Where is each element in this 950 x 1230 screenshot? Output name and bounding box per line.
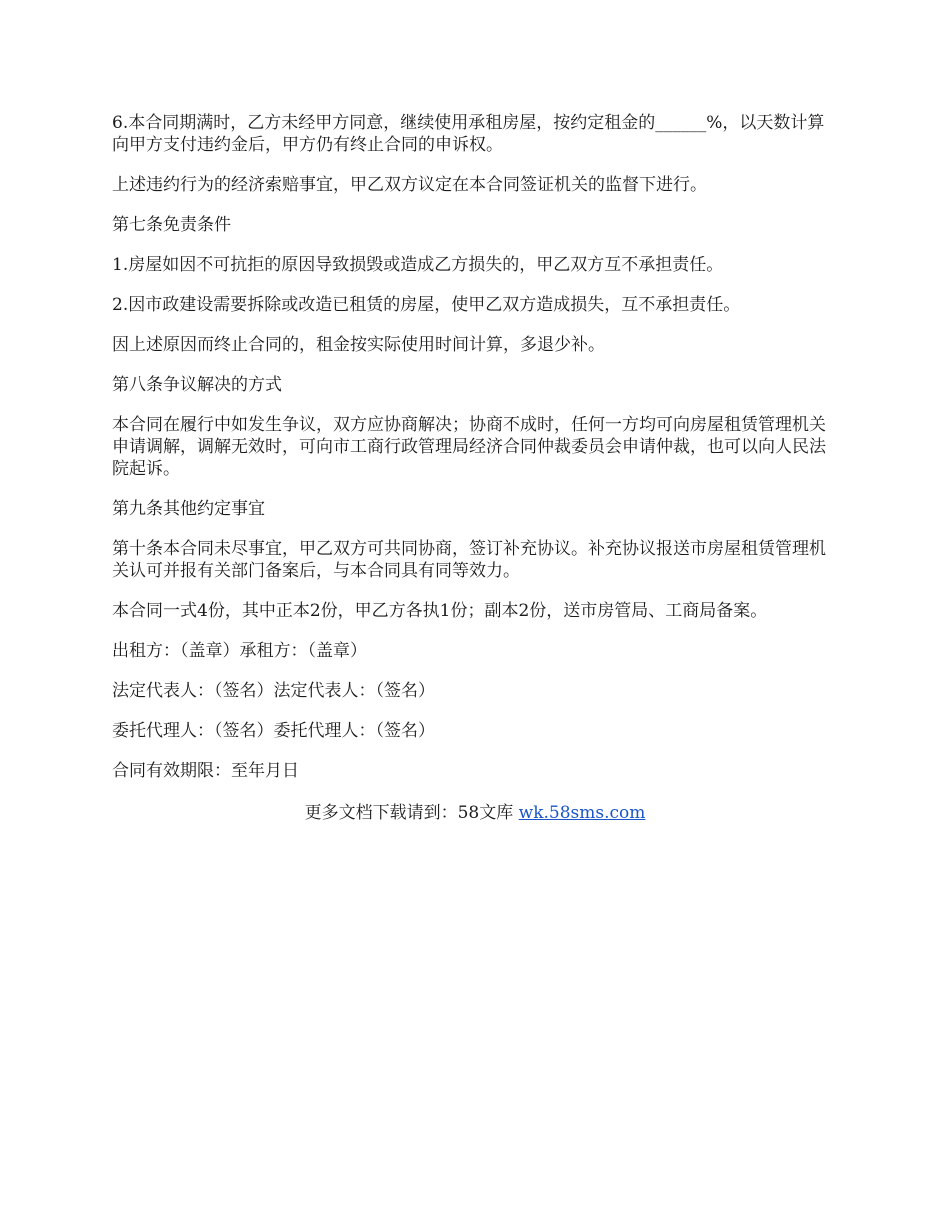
heading-article-9: 第九条其他约定事宜	[112, 499, 265, 519]
paragraph-dispute-resolution: 本合同在履行中如发生争议，双方应协商解决；协商不成时，任何一方均可向房屋租赁管理机关申请调解，调解无效时，可向市工商行政管理局经济合同仲裁委员会申请仲裁，也可以向人民法院起诉。	[112, 415, 826, 479]
paragraph-claims-supervision: 上述违约行为的经济索赔事宜，甲乙双方议定在本合同签证机关的监督下进行。	[112, 175, 707, 195]
paragraph-article-10: 第十条本合同未尽事宜，甲乙双方可共同协商，签订补充协议。补充协议报送市房屋租赁管理机关认可并报有关部门备案后，与本合同具有同等效力。	[112, 539, 826, 581]
paragraph-clause-6-overstay: 6.本合同期满时，乙方未经甲方同意，继续使用承租房屋，按约定租金的______%，以天数计算向甲方支付违约金后，甲方仍有终止合同的申诉权。	[112, 113, 825, 155]
signature-line-legal-rep: 法定代表人：（签名）法定代表人：（签名）	[112, 681, 435, 701]
contract-validity-line: 合同有效期限：至年月日	[112, 761, 299, 781]
paragraph-copies: 本合同一式4份，其中正本2份，甲乙方各执1份；副本2份，送市房管局、工商局备案。	[112, 601, 768, 621]
document-body	[112, 112, 840, 800]
paragraph-rent-settlement: 因上述原因而终止合同的，租金按实际使用时间计算，多退少补。	[112, 335, 605, 355]
download-footer	[0, 802, 950, 824]
footer-site-link[interactable]: wk.58sms.com	[518, 803, 646, 823]
signature-line-seal: 出租方：（盖章）承租方：（盖章）	[112, 641, 367, 661]
heading-article-8: 第八条争议解决的方式	[112, 375, 282, 395]
heading-article-7: 第七条免责条件	[112, 215, 231, 235]
paragraph-force-majeure: 1.房屋如因不可抗拒的原因导致损毁或造成乙方损失的，甲乙双方互不承担责任。	[112, 255, 724, 275]
paragraph-municipal-demolition: 2.因市政建设需要拆除或改造已租赁的房屋，使甲乙双方造成损失，互不承担责任。	[112, 295, 741, 315]
footer-prefix-text: 更多文档下载请到：58文库	[304, 803, 519, 823]
signature-line-agent: 委托代理人：（签名）委托代理人：（签名）	[112, 721, 435, 741]
